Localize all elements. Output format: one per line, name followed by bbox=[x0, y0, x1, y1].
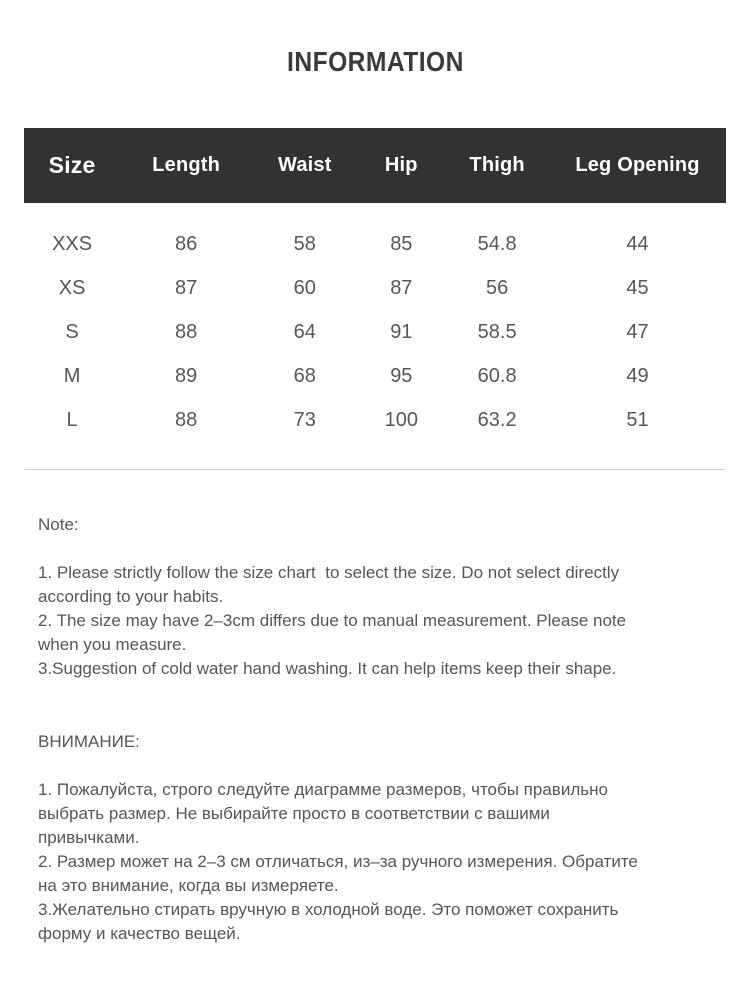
note-line: according to your habits. bbox=[38, 587, 224, 606]
size-table-header-row bbox=[24, 128, 726, 203]
cell-thigh: 58.5 bbox=[477, 320, 517, 343]
page-title-text: INFORMATION bbox=[286, 46, 464, 77]
note-line: на это внимание, когда вы измеряете. bbox=[38, 876, 339, 895]
cell-leg-opening: 49 bbox=[626, 364, 649, 387]
note-line: 2. The size may have 2–3cm differs due to manual measurement. Please note bbox=[38, 611, 627, 630]
header-cell-leg-opening: Leg Opening bbox=[575, 154, 700, 176]
cell-length: 87 bbox=[175, 276, 198, 299]
cell-leg-opening: 51 bbox=[626, 408, 649, 431]
notes-english-text bbox=[38, 561, 730, 681]
section-divider bbox=[25, 469, 725, 470]
cell-leg-opening: 47 bbox=[626, 320, 649, 343]
header-cell-length: Length bbox=[152, 154, 221, 176]
cell-length: 86 bbox=[175, 232, 198, 255]
cell-waist: 68 bbox=[293, 364, 316, 387]
cell-size: L bbox=[66, 408, 78, 431]
cell-thigh: 54.8 bbox=[477, 232, 517, 255]
size-chart-table bbox=[24, 128, 726, 442]
header-cell-waist: Waist bbox=[277, 154, 332, 176]
page-title bbox=[0, 0, 750, 77]
cell-leg-opening: 45 bbox=[626, 276, 649, 299]
cell-waist: 64 bbox=[293, 320, 316, 343]
cell-hip: 91 bbox=[390, 320, 413, 343]
cell-thigh: 63.2 bbox=[477, 408, 517, 431]
note-line: 3.Suggestion of cold water hand washing. It can help items keep their shape. bbox=[38, 659, 617, 678]
note-line: when you measure. bbox=[38, 635, 187, 654]
cell-length: 88 bbox=[175, 408, 198, 431]
note-line: привычками. bbox=[38, 828, 140, 847]
note-line: форму и качество вещей. bbox=[38, 924, 241, 943]
header-cell-size: Size bbox=[48, 152, 96, 178]
cell-thigh: 56 bbox=[486, 276, 509, 299]
notes-russian-section bbox=[38, 730, 730, 946]
size-row-m bbox=[24, 354, 726, 398]
cell-length: 89 bbox=[175, 364, 198, 387]
cell-hip: 100 bbox=[384, 408, 418, 431]
notes-russian-title: ВНИМАНИЕ: bbox=[38, 732, 140, 751]
cell-waist: 58 bbox=[293, 232, 316, 255]
size-row-xxs bbox=[24, 222, 726, 266]
size-table-body bbox=[24, 203, 726, 442]
cell-waist: 73 bbox=[293, 408, 316, 431]
header-cell-thigh: Thigh bbox=[469, 154, 525, 176]
cell-size: XS bbox=[58, 276, 86, 299]
notes-russian-text bbox=[38, 778, 730, 946]
size-row-l bbox=[24, 398, 726, 442]
cell-thigh: 60.8 bbox=[477, 364, 517, 387]
note-line: 1. Пожалуйста, строго следуйте диаграмме размеров, чтобы правильно bbox=[38, 780, 608, 799]
note-line: 1. Please strictly follow the size chart to select the size. Do not select directly bbox=[38, 563, 620, 582]
cell-size: M bbox=[63, 364, 81, 387]
header-cell-hip: Hip bbox=[384, 154, 418, 176]
note-line: 2. Размер может на 2–3 см отличаться, из–за ручного измерения. Обратите bbox=[38, 852, 638, 871]
cell-waist: 60 bbox=[293, 276, 316, 299]
note-line: 3.Желательно стирать вручную в холодной воде. Это поможет сохранить bbox=[38, 900, 619, 919]
size-row-xs bbox=[24, 266, 726, 310]
cell-size: S bbox=[65, 320, 79, 343]
cell-length: 88 bbox=[175, 320, 198, 343]
notes-english-title: Note: bbox=[38, 515, 79, 534]
cell-hip: 95 bbox=[390, 364, 413, 387]
cell-hip: 85 bbox=[390, 232, 413, 255]
cell-hip: 87 bbox=[390, 276, 413, 299]
cell-size: XXS bbox=[52, 232, 93, 255]
cell-leg-opening: 44 bbox=[626, 232, 649, 255]
size-row-s bbox=[24, 310, 726, 354]
notes-english-section bbox=[38, 513, 730, 681]
note-line: выбрать размер. Не выбирайте просто в соответствии с вашими bbox=[38, 804, 550, 823]
